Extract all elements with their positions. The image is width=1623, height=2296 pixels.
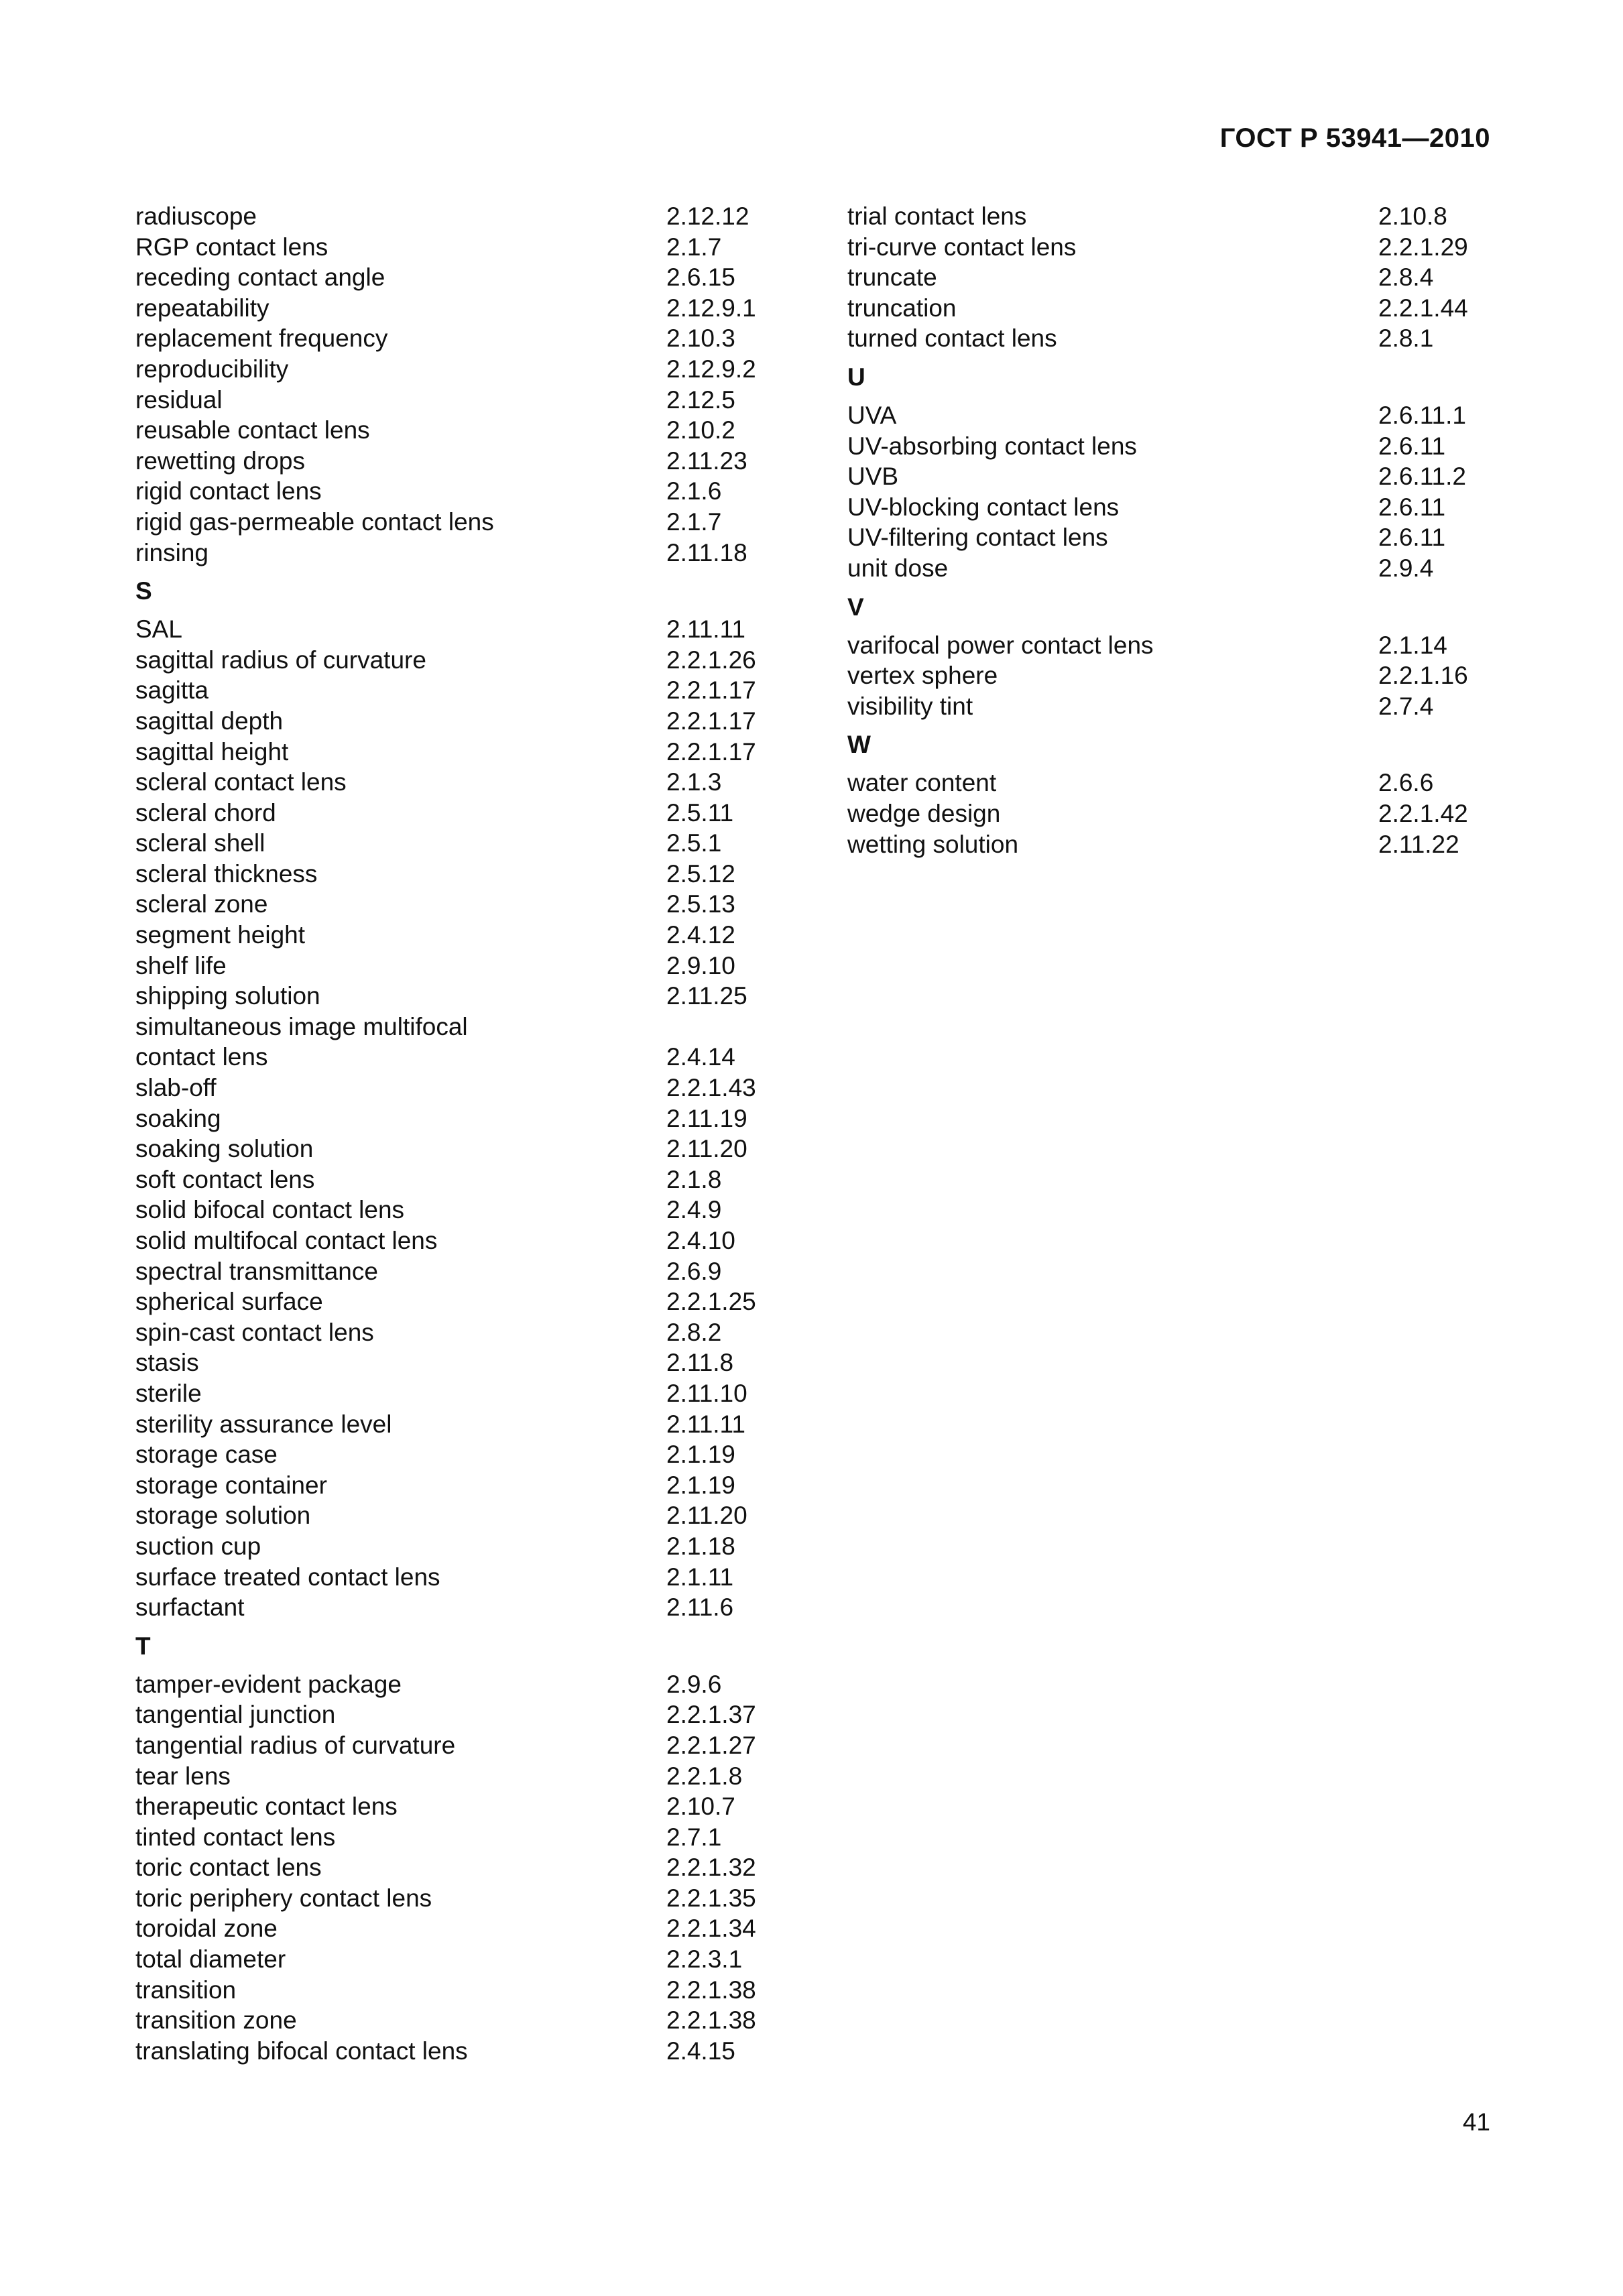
index-reference: 2.6.11	[1378, 524, 1446, 552]
index-term: transition zone	[135, 2006, 297, 2035]
index-reference: 2.11.10	[666, 1379, 747, 1407]
index-entry	[135, 507, 779, 538]
index-entry	[135, 538, 779, 568]
index-reference: 2.1.14	[1378, 631, 1447, 659]
index-entry	[135, 293, 779, 324]
index-term: spectral transmittance	[135, 1257, 378, 1285]
index-reference: 2.11.6	[666, 1593, 734, 1622]
index-term: tangential junction	[135, 1701, 336, 1729]
index-reference: 2.10.2	[666, 416, 735, 444]
index-reference: 2.6.11.1	[1378, 401, 1466, 429]
index-term: sterile	[135, 1379, 202, 1407]
index-term: storage case	[135, 1441, 278, 1469]
index-term: scleral chord	[135, 798, 276, 827]
index-entry	[135, 920, 779, 951]
index-term: surfactant	[135, 1593, 245, 1622]
index-entry	[135, 614, 779, 645]
index-term: scleral contact lens	[135, 768, 347, 796]
index-term: sagitta	[135, 676, 209, 705]
index-entry	[135, 889, 779, 920]
index-entry	[135, 1439, 779, 1470]
index-term: shelf life	[135, 951, 227, 979]
index-reference: 2.5.12	[666, 859, 735, 888]
index-term: UVA	[847, 401, 897, 429]
index-entry	[847, 660, 1491, 691]
index-reference: 2.6.11.2	[1378, 463, 1466, 491]
index-reference: 2.5.11	[666, 798, 734, 827]
index-term: sterility assurance level	[135, 1410, 392, 1438]
page-number: 41	[1462, 2108, 1490, 2136]
index-term: shipping solution	[135, 982, 320, 1010]
index-reference: 2.2.3.1	[666, 1945, 743, 1974]
section-letter: S	[135, 577, 152, 605]
index-reference: 2.9.10	[666, 951, 735, 979]
index-reference: 2.2.1.8	[666, 1762, 743, 1790]
index-term: UVB	[847, 463, 899, 491]
index-reference: 2.2.1.26	[666, 646, 756, 674]
index-reference: 2.7.4	[1378, 692, 1434, 720]
index-entry	[135, 798, 779, 829]
index-reference: 2.4.14	[666, 1043, 735, 1071]
index-reference: 2.2.1.17	[666, 737, 756, 766]
index-reference: 2.11.11	[666, 1410, 745, 1438]
index-entry	[847, 461, 1491, 492]
index-reference: 2.9.4	[1378, 554, 1434, 582]
index-term: soft contact lens	[135, 1165, 315, 1193]
index-reference: 2.7.1	[666, 1823, 722, 1851]
index-term: scleral zone	[135, 890, 268, 918]
index-term: slab-off	[135, 1074, 217, 1102]
index-entry	[135, 323, 779, 354]
index-term: storage solution	[135, 1502, 311, 1530]
index-entry	[135, 1195, 779, 1225]
index-term: vertex sphere	[847, 662, 998, 690]
section-letter: V	[847, 593, 864, 621]
index-reference: 2.11.20	[666, 1502, 747, 1530]
index-entry	[135, 1347, 779, 1378]
index-term: total diameter	[135, 1945, 286, 1974]
index-term: scleral shell	[135, 829, 265, 857]
index-entry	[135, 1669, 779, 1700]
index-reference: 2.4.12	[666, 921, 735, 949]
index-entry	[135, 1470, 779, 1501]
index-entry	[135, 1286, 779, 1317]
index-entry	[135, 1883, 779, 1914]
index-reference: 2.12.12	[666, 202, 749, 230]
index-column-right	[847, 201, 1491, 859]
index-entry	[847, 431, 1491, 462]
index-term: tear lens	[135, 1762, 231, 1790]
index-entry	[135, 1852, 779, 1883]
index-term: spherical surface	[135, 1288, 323, 1316]
index-term: transition	[135, 1976, 237, 2004]
index-entry	[135, 1592, 779, 1623]
index-reference: 2.1.8	[666, 1165, 722, 1193]
index-reference: 2.11.22	[1378, 830, 1459, 858]
index-reference: 2.2.1.17	[666, 676, 756, 705]
index-entry	[847, 232, 1491, 263]
index-reference: 2.2.1.42	[1378, 799, 1468, 827]
index-term: toric contact lens	[135, 1854, 322, 1882]
index-term: sagittal radius of curvature	[135, 646, 426, 674]
index-term: varifocal power contact lens	[847, 631, 1154, 659]
index-entry	[135, 446, 779, 477]
index-reference: 2.2.1.35	[666, 1884, 756, 1912]
index-reference: 2.2.1.32	[666, 1854, 756, 1882]
index-entry	[847, 553, 1491, 584]
index-term: sagittal depth	[135, 707, 284, 735]
index-entry	[135, 1103, 779, 1134]
index-reference: 2.4.15	[666, 2037, 735, 2065]
index-term: wetting solution	[847, 830, 1019, 858]
index-entry	[847, 492, 1491, 523]
index-reference: 2.12.5	[666, 385, 735, 414]
index-term: therapeutic contact lens	[135, 1793, 398, 1821]
index-term: truncate	[847, 263, 937, 292]
index-entry	[135, 1317, 779, 1348]
index-term: solid multifocal contact lens	[135, 1227, 438, 1254]
index-term: soaking solution	[135, 1135, 314, 1163]
index-entry	[135, 1975, 779, 2006]
index-entry	[135, 737, 779, 768]
index-term: solid bifocal contact lens	[135, 1196, 405, 1224]
index-reference: 2.2.1.27	[666, 1731, 756, 1759]
index-entry	[135, 1134, 779, 1164]
index-entry	[135, 1409, 779, 1440]
index-term: residual	[135, 385, 223, 414]
index-reference: 2.1.19	[666, 1441, 735, 1469]
index-reference: 2.2.1.43	[666, 1074, 756, 1102]
index-reference: 2.1.18	[666, 1532, 735, 1560]
index-term: storage container	[135, 1471, 327, 1499]
index-entry	[135, 706, 779, 737]
index-entry	[847, 323, 1491, 354]
index-entry	[135, 767, 779, 798]
index-reference: 2.1.19	[666, 1471, 735, 1499]
index-term: rewetting drops	[135, 446, 305, 475]
index-reference: 2.2.1.17	[666, 707, 756, 735]
index-term: stasis	[135, 1349, 199, 1377]
index-entry	[135, 1944, 779, 1975]
index-reference: 2.6.11	[1378, 493, 1446, 521]
index-reference: 2.11.11	[666, 615, 745, 644]
index-term: replacement frequency	[135, 324, 388, 353]
index-term: trial contact lens	[847, 202, 1027, 230]
index-term: receding contact angle	[135, 263, 385, 292]
index-reference: 2.5.1	[666, 829, 722, 857]
index-reference: 2.2.1.38	[666, 2006, 756, 2035]
index-term: SAL	[135, 615, 182, 644]
index-entry	[135, 354, 779, 385]
index-reference: 2.11.25	[666, 982, 747, 1010]
index-term: radiuscope	[135, 202, 257, 230]
index-reference: 2.2.1.37	[666, 1701, 756, 1729]
index-term: segment height	[135, 921, 306, 949]
index-term: UV-filtering contact lens	[847, 524, 1108, 552]
index-term: UV-absorbing contact lens	[847, 432, 1137, 460]
index-term: toroidal zone	[135, 1915, 278, 1943]
index-entry	[135, 2005, 779, 2036]
index-entry	[847, 522, 1491, 553]
index-term: toric periphery contact lens	[135, 1884, 432, 1912]
index-entry	[847, 798, 1491, 829]
index-reference: 2.1.6	[666, 477, 722, 505]
index-entry	[135, 1730, 779, 1761]
index-term: water content	[847, 769, 997, 797]
index-term: rinsing	[135, 538, 208, 566]
index-term: tangential radius of curvature	[135, 1731, 456, 1759]
index-term: rigid contact lens	[135, 477, 322, 505]
index-term: tamper-evident package	[135, 1670, 402, 1698]
section-letter: U	[847, 363, 865, 391]
index-term: turned contact lens	[847, 324, 1057, 353]
index-reference: 2.10.7	[666, 1793, 735, 1821]
index-entry	[135, 1761, 779, 1792]
index-entry	[135, 1256, 779, 1287]
index-reference: 2.11.19	[666, 1104, 747, 1132]
index-entry	[135, 2036, 779, 2067]
index-reference: 2.8.4	[1378, 263, 1434, 292]
index-entry	[135, 1562, 779, 1593]
index-reference: 2.4.10	[666, 1227, 735, 1254]
index-term: spin-cast contact lens	[135, 1318, 374, 1346]
index-reference: 2.4.9	[666, 1196, 722, 1224]
index-term: translating bifocal contact lens	[135, 2037, 468, 2065]
index-entry	[135, 1225, 779, 1256]
index-reference: 2.11.8	[666, 1349, 734, 1377]
index-entry	[135, 1699, 779, 1730]
section-letter: T	[135, 1632, 151, 1660]
document-code: ГОСТ Р 53941—2010	[1219, 123, 1490, 153]
index-entry	[135, 201, 779, 232]
index-reference: 2.6.15	[666, 263, 735, 292]
index-term: visibility tint	[847, 692, 973, 720]
index-column-left	[135, 201, 779, 2066]
index-reference: 2.5.13	[666, 890, 735, 918]
index-reference: 2.10.3	[666, 324, 735, 353]
index-reference: 2.10.8	[1378, 202, 1447, 230]
index-entry	[847, 293, 1491, 324]
index-term: soaking	[135, 1104, 221, 1132]
index-term: simultaneous image multifocal	[135, 1012, 468, 1040]
index-entry	[135, 1378, 779, 1409]
index-reference: 2.1.3	[666, 768, 722, 796]
index-entry	[135, 1012, 779, 1042]
index-term: sagittal height	[135, 737, 289, 766]
index-term: reusable contact lens	[135, 416, 370, 444]
index-term: contact lens	[135, 1043, 268, 1071]
index-reference: 2.1.7	[666, 233, 722, 261]
index-reference: 2.6.11	[1378, 432, 1446, 460]
index-term: UV-blocking contact lens	[847, 493, 1120, 521]
index-entry	[135, 1500, 779, 1531]
index-reference: 2.11.20	[666, 1135, 747, 1163]
index-reference: 2.1.11	[666, 1563, 734, 1591]
index-reference: 2.12.9.1	[666, 294, 756, 322]
index-term: RGP contact lens	[135, 233, 328, 261]
index-entry	[847, 829, 1491, 860]
index-entry	[135, 675, 779, 706]
index-entry	[847, 201, 1491, 232]
index-reference: 2.1.7	[666, 507, 722, 536]
index-term: truncation	[847, 294, 957, 322]
index-entry	[135, 951, 779, 981]
index-term: rigid gas-permeable contact lens	[135, 507, 494, 536]
index-reference: 2.2.1.16	[1378, 662, 1468, 690]
index-reference: 2.2.1.44	[1378, 294, 1468, 322]
index-term: wedge design	[847, 799, 1001, 827]
index-reference: 2.11.18	[666, 538, 747, 566]
index-reference: 2.9.6	[666, 1670, 722, 1698]
index-term: reproducibility	[135, 355, 289, 383]
index-reference: 2.8.2	[666, 1318, 722, 1346]
index-entry	[135, 262, 779, 293]
index-entry	[135, 1913, 779, 1944]
index-reference: 2.2.1.38	[666, 1976, 756, 2004]
index-entry	[135, 859, 779, 890]
index-entry	[135, 1164, 779, 1195]
index-entry	[135, 415, 779, 446]
index-entry	[847, 691, 1491, 722]
index-term: tinted contact lens	[135, 1823, 336, 1851]
index-entry	[135, 385, 779, 416]
index-entry	[135, 1822, 779, 1853]
index-entry	[135, 981, 779, 1012]
index-term: scleral thickness	[135, 859, 318, 888]
index-reference: 2.2.1.34	[666, 1915, 756, 1943]
index-entry	[135, 1791, 779, 1822]
index-entry	[847, 768, 1491, 798]
index-reference: 2.8.1	[1378, 324, 1434, 353]
index-entry	[135, 1042, 779, 1073]
index-entry	[135, 828, 779, 859]
index-reference: 2.2.1.25	[666, 1288, 756, 1316]
index-reference: 2.12.9.2	[666, 355, 756, 383]
index-entry	[135, 1531, 779, 1562]
index-term: unit dose	[847, 554, 949, 582]
index-term: suction cup	[135, 1532, 261, 1560]
index-entry	[135, 645, 779, 676]
index-entry	[847, 262, 1491, 293]
index-entry	[135, 476, 779, 507]
index-entry	[135, 1073, 779, 1103]
index-reference: 2.6.9	[666, 1257, 722, 1285]
index-term: surface treated contact lens	[135, 1563, 440, 1591]
index-entry	[847, 630, 1491, 661]
index-entry	[135, 232, 779, 263]
index-reference: 2.6.6	[1378, 769, 1434, 797]
section-letter: W	[847, 731, 871, 759]
index-entry	[847, 400, 1491, 431]
index-reference: 2.11.23	[666, 446, 747, 475]
index-term: tri-curve contact lens	[847, 233, 1077, 261]
index-term: repeatability	[135, 294, 269, 322]
index-reference: 2.2.1.29	[1378, 233, 1468, 261]
